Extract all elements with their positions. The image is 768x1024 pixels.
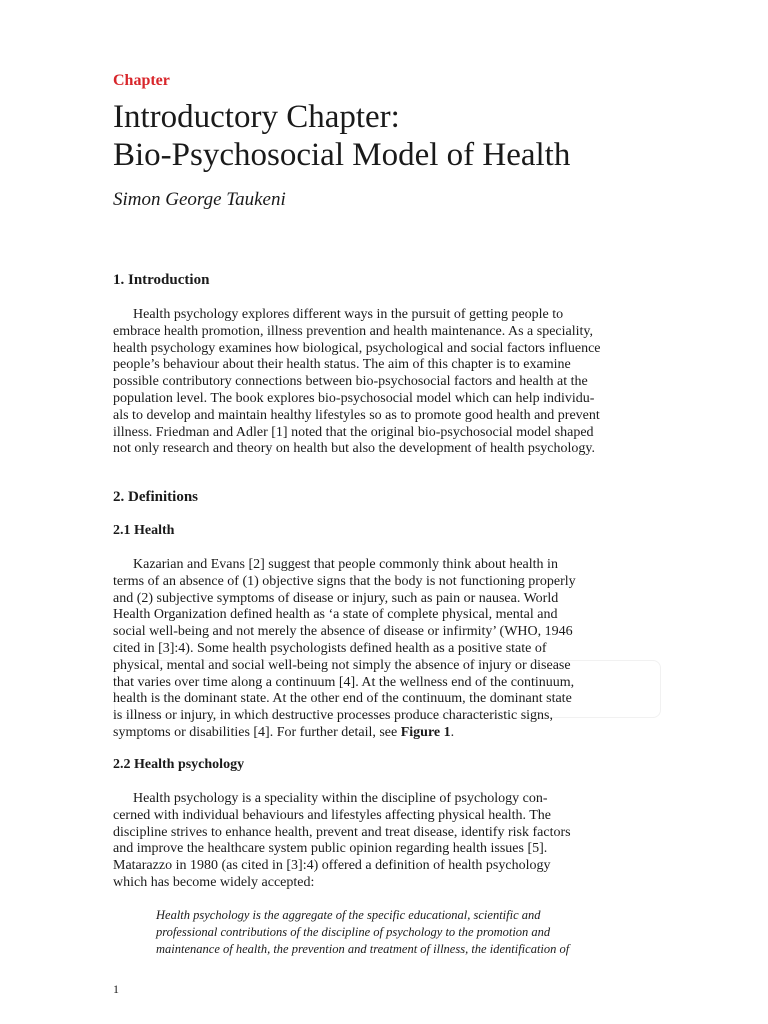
paragraph-line: not only research and theory on health but also the development of health psychology.	[113, 441, 595, 457]
paragraph-line: als to develop and maintain healthy lifestyles so as to promote good health and prevent	[113, 407, 600, 423]
paragraph-health	[113, 557, 653, 742]
quote-line: professional contributions of the discipline of psychology to the promotion and	[156, 925, 551, 939]
subsection-heading-health-psychology: 2.2 Health psychology	[113, 757, 245, 772]
paragraph-line: embrace health promotion, illness prevention and health maintenance. As a speciality,	[113, 323, 593, 339]
paragraph-line: that varies over time along a continuum [4]. At the wellness end of the continuum,	[113, 674, 575, 690]
author-name: Simon George Taukeni	[113, 189, 286, 210]
paragraph-line: which has become widely accepted:	[113, 874, 315, 890]
paragraph-line: and (2) subjective symptoms of disease or injury, such as pain or nausea. World	[113, 590, 559, 606]
quote-line: Health psychology is the aggregate of the specific educational, scientific and	[156, 908, 541, 922]
paragraph-line: Health Organization defined health as ‘a state of complete physical, mental and	[113, 607, 558, 623]
paragraph-line: cited in [3]:4). Some health psychologists defined health as a positive state of	[113, 640, 547, 656]
paragraph-line: cerned with individual behaviours and lifestyles affecting physical health. The	[113, 807, 552, 823]
paragraph-line: Health psychology is a speciality within the discipline of psychology con-	[133, 791, 548, 806]
paragraph-line: social well-being and not merely the absence of disease or infirmity’ (WHO, 1946	[113, 624, 573, 640]
chapter-label: Chapter	[113, 72, 170, 89]
text-run: symptoms or disabilities [4]. For further detail, see	[113, 724, 401, 740]
paragraph-line: and improve the healthcare system public opinion regarding health issues [5].	[113, 841, 548, 857]
paragraph-line: health is the dominant state. At the other end of the continuum, the dominant state	[113, 691, 572, 707]
paragraph-line: people’s behaviour about their health status. The aim of this chapter is to examine	[113, 357, 571, 373]
quote-line: maintenance of health, the prevention and treatment of illness, the identification of	[156, 942, 570, 956]
page-number: 1	[113, 982, 119, 996]
block-quote	[156, 907, 626, 958]
section-heading-introduction: 1. Introduction	[113, 272, 210, 288]
paragraph-line: health psychology examines how biological, psychological and social factors influence	[113, 340, 601, 356]
paragraph-line: physical, mental and social well-being not simply the absence of injury or disease	[113, 657, 571, 673]
paragraph-line: population level. The book explores bio-psychosocial model which can help individu-	[113, 390, 595, 406]
paragraph-line: discipline strives to enhance health, prevent and treat disease, identify risk factors	[113, 824, 571, 840]
text-run: .	[450, 724, 455, 740]
figure-reference-link[interactable]: Figure 1	[400, 724, 451, 740]
subsection-heading-health: 2.1 Health	[113, 523, 175, 538]
chapter-title-line-2: Bio-Psychosocial Model of Health	[113, 137, 571, 173]
paragraph-line-last	[113, 725, 653, 742]
paragraph-line: illness. Friedman and Adler [1] noted that the original bio-psychosocial model shaped	[113, 424, 594, 440]
paragraph-line: is illness or injury, in which destructive processes produce characteristic signs,	[113, 708, 553, 724]
paragraph-line: Matarazzo in 1980 (as cited in [3]:4) offered a definition of health psychology	[113, 858, 551, 874]
paragraph-line: Health psychology explores different ways in the pursuit of getting people to	[133, 307, 564, 322]
paragraph-line: terms of an absence of (1) objective signs that the body is not functioning properly	[113, 573, 576, 589]
paragraph-line: Kazarian and Evans [2] suggest that people commonly think about health in	[133, 557, 558, 572]
section-heading-definitions: 2. Definitions	[113, 489, 199, 505]
chapter-title	[113, 98, 673, 174]
paragraph-line: possible contributory connections between bio-psychosocial factors and health at the	[113, 374, 588, 390]
chapter-title-line-1: Introductory Chapter:	[113, 99, 400, 135]
paragraph-health-psychology	[113, 791, 653, 892]
paragraph-introduction	[113, 307, 653, 458]
